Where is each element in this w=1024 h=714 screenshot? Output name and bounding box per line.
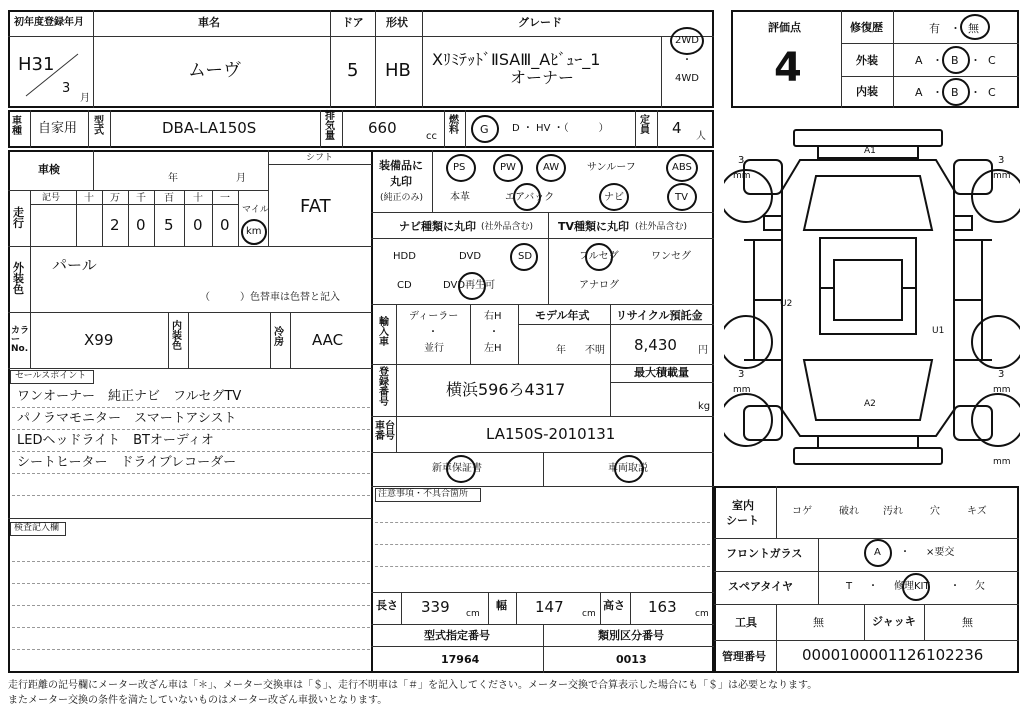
exterior-b-circle bbox=[942, 46, 970, 74]
fuel-g: G bbox=[480, 123, 489, 136]
grade-line2: オーナー bbox=[510, 68, 575, 87]
digit-header-5: 一 bbox=[220, 193, 230, 204]
tread-front-right-mm: mm bbox=[993, 171, 1011, 181]
tv-fullseg: フルセグ bbox=[579, 251, 619, 262]
color-no-label: カラーNo. bbox=[11, 326, 30, 354]
mileage-digit-1: 2 bbox=[110, 216, 120, 234]
door-label: ドア bbox=[342, 16, 364, 29]
jack-label: ジャッキ bbox=[872, 615, 916, 628]
diagram-label-a1: A1 bbox=[864, 146, 876, 156]
tread-front-left-mm: mm bbox=[733, 171, 751, 181]
ac-label: 冷房 bbox=[274, 327, 284, 348]
type-no-value: 17964 bbox=[441, 653, 480, 666]
spare-missing: 欠 bbox=[975, 581, 985, 592]
equip-tv: TV bbox=[675, 192, 688, 203]
equip-aw-circle bbox=[536, 154, 566, 182]
color-no-value: X99 bbox=[84, 331, 114, 349]
spare-kit-circle bbox=[902, 573, 930, 601]
usage-label: 車種 bbox=[12, 116, 22, 137]
class-no-label: 類別区分番号 bbox=[598, 629, 664, 642]
tools-value: 無 bbox=[813, 616, 824, 629]
sheet-kizu: キズ bbox=[967, 506, 987, 517]
navi-sd: SD bbox=[518, 251, 533, 262]
ac-value: AAC bbox=[312, 331, 344, 349]
header-divider bbox=[8, 36, 714, 37]
mileage-digit-4: 0 bbox=[193, 216, 203, 234]
sales-point-line-1: ワンオーナー 純正ナビ フルセグTV bbox=[17, 389, 242, 404]
navi-sd-circle bbox=[510, 243, 538, 271]
height-unit: cm bbox=[695, 609, 709, 619]
spare-kit: 修理KIT bbox=[894, 581, 930, 592]
interior-sheet-label-1: 室内 bbox=[732, 499, 754, 512]
plate-number: 横浜596ろ4317 bbox=[446, 380, 566, 399]
mileage-digit-2: 0 bbox=[136, 216, 146, 234]
interior-color-label: 内装色 bbox=[172, 321, 182, 352]
capacity-value: 4 bbox=[672, 119, 682, 137]
type-no-label: 型式指定番号 bbox=[424, 629, 490, 642]
interior-dot-2: ・ bbox=[970, 86, 981, 99]
exterior-dot-1: ・ bbox=[932, 54, 943, 67]
chassis-value: LA150S-2010131 bbox=[486, 425, 616, 443]
km-label: km bbox=[246, 226, 262, 237]
navi-dvd-play-circle bbox=[458, 272, 486, 300]
diagram-label-u1: U1 bbox=[932, 326, 945, 336]
registration-label: 登録番号 bbox=[379, 367, 389, 408]
fuel-others: D ・ HV ・（ ） bbox=[512, 123, 609, 134]
length-label: 長さ bbox=[376, 599, 398, 612]
displacement-label: 排気量 bbox=[325, 111, 335, 142]
notes-label: 注意事項・不具合箇所 bbox=[378, 489, 469, 499]
glass-dot: ・ bbox=[900, 547, 910, 558]
sheet-koge: コゲ bbox=[792, 506, 812, 517]
spare-label: スペアタイヤ bbox=[728, 580, 794, 593]
score-label: 評価点 bbox=[768, 21, 801, 34]
tread-rear-right-value: 3 bbox=[998, 369, 1005, 380]
equip-abs-circle bbox=[666, 154, 698, 182]
tv-fullseg-circle bbox=[585, 243, 613, 271]
equip-sunroof: サンルーフ bbox=[587, 162, 636, 173]
navi-type-sub: (社外品含む) bbox=[481, 222, 534, 232]
tread-rear-left-mm: mm bbox=[733, 385, 751, 395]
year-slash bbox=[22, 50, 82, 100]
digit-header-0: 十 bbox=[84, 193, 94, 204]
km-circle bbox=[241, 219, 267, 245]
car-name-label: 車名 bbox=[198, 16, 220, 29]
import-left-h: 左H bbox=[484, 343, 502, 354]
fuel-g-circle bbox=[471, 115, 499, 143]
sheet-ana: 穴 bbox=[930, 506, 940, 517]
sheet-yabure: 破れ bbox=[839, 506, 859, 517]
mgmt-label: 管理番号 bbox=[722, 650, 766, 663]
recycle-label: リサイクル預託金 bbox=[616, 309, 703, 322]
tread-front-left-value: 3 bbox=[738, 155, 745, 166]
navi-dvd: DVD bbox=[459, 251, 482, 262]
navi-cd: CD bbox=[397, 280, 412, 291]
interior-dot-1: ・ bbox=[932, 86, 943, 99]
drive-dot: ・ bbox=[682, 55, 692, 66]
month-unit: 月 bbox=[80, 93, 90, 104]
equip-pw-circle bbox=[493, 154, 523, 182]
equip-leather: 本革 bbox=[450, 192, 470, 203]
color-label: 外装色 bbox=[13, 261, 24, 296]
manual-circle bbox=[614, 455, 644, 483]
equip-tv-circle bbox=[667, 183, 697, 211]
recycle-value: 8,430 bbox=[634, 336, 677, 354]
equip-pw: PW bbox=[500, 162, 516, 173]
drive-2wd-circle bbox=[670, 27, 704, 55]
interior-grade-b: B bbox=[951, 86, 959, 99]
length-unit: cm bbox=[466, 609, 480, 619]
shape-label: 形状 bbox=[386, 16, 408, 29]
import-right-h: 右H bbox=[484, 311, 502, 322]
capacity-label: 定員 bbox=[640, 115, 650, 136]
equip-abs: ABS bbox=[672, 162, 692, 173]
digit-header-1: 万 bbox=[110, 193, 120, 204]
height-value: 163 bbox=[648, 598, 677, 616]
car-name: ムーヴ bbox=[188, 60, 242, 81]
class-no-value: 0013 bbox=[616, 653, 647, 666]
equip-aw: AW bbox=[543, 162, 560, 173]
navi-type-label: ナビ種類に丸印 bbox=[399, 220, 476, 233]
diagram-label-a2: A2 bbox=[864, 399, 876, 409]
chassis-label: 車台番号 bbox=[375, 421, 395, 442]
equipment-label-2: 丸印 bbox=[390, 175, 412, 188]
equipment-label-3: (純正のみ) bbox=[380, 193, 424, 203]
displacement-value: 660 bbox=[368, 119, 397, 137]
sheet-yogore: 汚れ bbox=[883, 506, 903, 517]
mile-label: マイル bbox=[242, 205, 269, 215]
tools-label: 工具 bbox=[735, 616, 757, 629]
shaken-month-unit: 月 bbox=[236, 173, 246, 184]
width-unit: cm bbox=[582, 609, 596, 619]
score-value: 4 bbox=[774, 45, 802, 91]
spare-dot-1: ・ bbox=[868, 581, 878, 592]
width-value: 147 bbox=[535, 598, 564, 616]
model-value: DBA-LA150S bbox=[162, 119, 257, 137]
tread-front-right-value: 3 bbox=[998, 155, 1005, 166]
max-load-unit: kg bbox=[698, 401, 711, 412]
interior-label: 内装 bbox=[856, 85, 878, 98]
exterior-grade-a: A bbox=[915, 54, 923, 67]
warranty-label: 新車保証書 bbox=[432, 463, 482, 474]
footer-line-2: またメーター交換の条件を満たしていないものはメーター改ざん車扱いとなります。 bbox=[8, 695, 388, 706]
tv-type-sub: (社外品含む) bbox=[635, 222, 688, 232]
capacity-unit: 人 bbox=[696, 131, 706, 142]
jack-value: 無 bbox=[962, 616, 973, 629]
drive-2wd: 2WD bbox=[675, 35, 699, 46]
spare-dot-2: ・ bbox=[950, 581, 960, 592]
mileage-digit-3: 5 bbox=[164, 216, 174, 234]
glass-a: A bbox=[874, 547, 881, 558]
interior-sheet-label-2: シート bbox=[726, 514, 759, 527]
fuel-label: 燃料 bbox=[449, 115, 459, 136]
length-value: 339 bbox=[421, 598, 450, 616]
exterior-grade-c: C bbox=[988, 54, 996, 67]
import-dealer: ディーラー bbox=[409, 311, 459, 322]
digit-header-2: 千 bbox=[136, 193, 146, 204]
width-label: 幅 bbox=[496, 599, 507, 612]
glass-label: フロントガラス bbox=[726, 547, 803, 560]
sales-point-line-3: LEDヘッドライト BTオーディオ bbox=[17, 433, 214, 448]
exterior-label: 外装 bbox=[856, 54, 878, 67]
repair-no: 無 bbox=[968, 22, 979, 35]
sales-point-line-2: パノラマモニター スマートアシスト bbox=[17, 411, 237, 426]
digit-header-3: 百 bbox=[164, 193, 174, 204]
equipment-label-1: 装備品に bbox=[379, 159, 423, 172]
warranty-circle bbox=[446, 455, 476, 483]
tv-oneseg: ワンセグ bbox=[651, 251, 691, 262]
month-value: 3 bbox=[62, 81, 71, 96]
recycle-unit: 円 bbox=[698, 345, 708, 356]
tv-type-label: TV種類に丸印 bbox=[558, 220, 630, 233]
repair-no-circle bbox=[960, 14, 990, 40]
exterior-grade-b: B bbox=[951, 54, 959, 67]
car-body-diagram bbox=[724, 120, 1020, 480]
equip-airbag: エアバック bbox=[505, 192, 555, 203]
tread-rear-right-mm: mm bbox=[993, 385, 1011, 395]
exterior-dot-2: ・ bbox=[970, 54, 981, 67]
height-label: 高さ bbox=[603, 599, 625, 612]
sales-points-label: セールスポイント bbox=[15, 371, 87, 381]
inspection-note-label: 検査記入欄 bbox=[14, 523, 60, 533]
usage-value: 自家用 bbox=[38, 121, 78, 136]
grade-line1: XﾘﾐﾃｯﾄﾞⅡSAⅢ_Aﾋﾞｭｰ_1 bbox=[432, 50, 601, 69]
equip-ps: PS bbox=[453, 162, 466, 173]
model-year-unknown: 不明 bbox=[585, 345, 605, 356]
equip-ps-circle bbox=[446, 154, 476, 182]
import-dot: ・ bbox=[428, 327, 438, 338]
tv-analog: アナログ bbox=[579, 280, 619, 291]
spare-t: T bbox=[846, 581, 853, 592]
footer-line-1: 走行距離の記号欄にメーター改ざん車は「＊」、メーター交換車は「＄」、走行不明車は「＃」を記入してください。メーター交換で合算表示した場合にも「＄」は必要となります。 bbox=[8, 680, 818, 691]
navi-dvd-play: DVD再生可 bbox=[443, 280, 496, 291]
mileage-label: 走行 bbox=[13, 206, 24, 230]
grade-label: グレード bbox=[518, 16, 562, 29]
color-change-note: （ ）色替車は色替と記入 bbox=[200, 292, 340, 303]
max-load-label: 最大積載量 bbox=[634, 366, 689, 379]
displacement-unit: cc bbox=[426, 131, 437, 142]
mgmt-value: 0000100001126102236 bbox=[802, 646, 984, 664]
shift-value: FAT bbox=[300, 196, 331, 217]
spare-tread-mm: mm bbox=[993, 457, 1011, 467]
repair-yes: 有 bbox=[929, 22, 940, 35]
kigou-label: 記号 bbox=[42, 193, 61, 203]
digit-header-4: 十 bbox=[193, 193, 203, 204]
equip-navi-circle bbox=[599, 183, 629, 211]
mileage-digit-5: 0 bbox=[220, 216, 230, 234]
drive-4wd: 4WD bbox=[675, 73, 699, 84]
shaken-year-unit: 年 bbox=[168, 173, 178, 184]
repair-dot: ・ bbox=[950, 22, 961, 35]
shaken-label: 車検 bbox=[38, 163, 60, 176]
model-label: 型式 bbox=[94, 116, 104, 137]
glass-a-circle bbox=[864, 539, 892, 567]
equip-navi: ナビ bbox=[604, 192, 624, 203]
diagram-label-u2: U2 bbox=[780, 299, 793, 309]
import-parallel: 並行 bbox=[424, 343, 444, 354]
equip-airbag-circle bbox=[513, 183, 541, 211]
import-dot-2: ・ bbox=[489, 327, 499, 338]
body-shape: HB bbox=[385, 60, 411, 81]
year-value: H31 bbox=[18, 54, 55, 75]
shift-label: シフト bbox=[306, 153, 334, 163]
tread-rear-left-value: 3 bbox=[738, 369, 745, 380]
color-value: パール bbox=[52, 256, 97, 274]
manual-label: 車両取説 bbox=[608, 463, 648, 474]
model-year-label: モデル年式 bbox=[535, 309, 590, 322]
interior-grade-a: A bbox=[915, 86, 923, 99]
interior-b-circle bbox=[942, 78, 970, 106]
glass-replace: ×要交 bbox=[926, 547, 955, 558]
door-count: 5 bbox=[347, 60, 359, 81]
year-label: 初年度登録年月 bbox=[14, 17, 84, 28]
model-year-unit: 年 bbox=[556, 345, 566, 356]
navi-hdd: HDD bbox=[393, 251, 416, 262]
repair-label: 修復歴 bbox=[850, 21, 883, 34]
sales-point-line-4: シートヒーター ドライブレコーダー bbox=[17, 455, 237, 470]
interior-grade-c: C bbox=[988, 86, 996, 99]
import-label: 輸入車 bbox=[379, 317, 389, 348]
